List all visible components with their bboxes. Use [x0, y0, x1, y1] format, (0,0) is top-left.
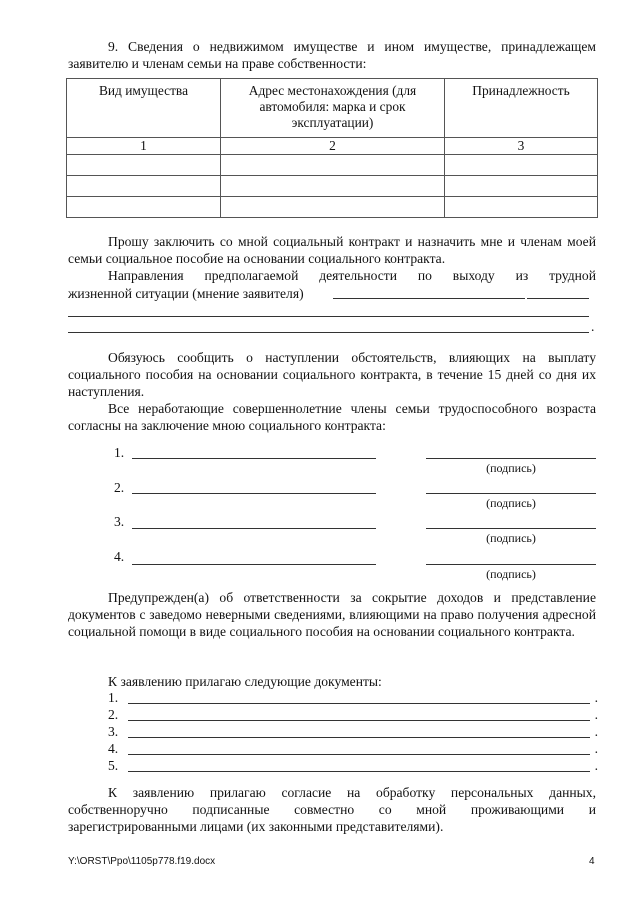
opinion-blank-line[interactable]	[68, 316, 589, 317]
line-end-dot: .	[594, 741, 598, 756]
line-end-dot: .	[594, 690, 598, 705]
attachment-number: 2.	[108, 707, 119, 722]
attachments-intro: К заявлению прилагаю следующие документы:	[108, 674, 382, 689]
table-header-row	[67, 79, 598, 138]
family-member-name-field[interactable]	[132, 564, 376, 565]
personal-data-consent-paragraph: К заявлению прилагаю согласие на обработку персональных данных, собственноручно подписанные совместно со мной проживающими и зарегистрированными лицами (их законными представителями).	[68, 785, 596, 834]
column-number: 3	[445, 138, 598, 155]
footer-file-path: Y:\ORST\Ppo\1105p778.f19.docx	[68, 856, 216, 867]
opinion-field[interactable]	[333, 298, 525, 299]
property-table	[66, 78, 598, 218]
attachment-row[interactable]	[108, 707, 598, 724]
table-row	[67, 155, 598, 176]
attachment-field[interactable]	[128, 754, 590, 755]
column-number: 2	[221, 138, 445, 155]
opinion-blank-line[interactable]	[68, 332, 589, 333]
table-cell[interactable]	[221, 176, 445, 197]
family-member-name-field[interactable]	[132, 528, 376, 529]
line-end-dot: .	[594, 758, 598, 773]
column-header: Принадлежность	[445, 79, 598, 138]
family-member-name-field[interactable]	[132, 458, 376, 459]
signature-number: 3.	[114, 514, 125, 529]
signature-field[interactable]	[426, 458, 596, 459]
line-end-dot: .	[594, 724, 598, 739]
column-number: 1	[67, 138, 221, 155]
attachment-field[interactable]	[128, 703, 590, 704]
column-header: Вид имущества	[67, 79, 221, 138]
contract-request-paragraph: Прошу заключить со мной социальный контракт и назначить мне и членам моей семьи социальное пособие на основании социального контракта.	[68, 234, 596, 266]
table-row	[67, 197, 598, 218]
attachment-number: 5.	[108, 758, 119, 773]
attachment-number: 3.	[108, 724, 119, 739]
line-end-dot: .	[594, 707, 598, 722]
table-cell[interactable]	[221, 155, 445, 176]
table-cell[interactable]	[445, 176, 598, 197]
section-9-heading: 9. Сведения о недвижимом имуществе и ином имуществе, принадлежащем заявителю и членам семьи на праве собственности:	[68, 39, 596, 71]
applicant-opinion-label: жизненной ситуации (мнение заявителя)	[68, 286, 304, 301]
signature-caption: (подпись)	[486, 496, 536, 510]
signature-number: 1.	[114, 445, 125, 460]
activity-directions-line: Направления предполагаемой деятельности по выходу из трудной	[108, 268, 596, 283]
attachment-row[interactable]	[108, 724, 598, 741]
opinion-field-continuation[interactable]	[527, 298, 589, 299]
table-cell[interactable]	[67, 176, 221, 197]
table-cell[interactable]	[221, 197, 445, 218]
table-cell[interactable]	[67, 197, 221, 218]
attachment-field[interactable]	[128, 771, 590, 772]
family-consent-paragraph: Все неработающие совершеннолетние члены семьи трудоспособного возраста согласны на заключение мною социального контракта:	[68, 401, 596, 433]
attachment-row[interactable]	[108, 741, 598, 758]
signature-caption: (подпись)	[486, 531, 536, 545]
line-end-dot: .	[591, 319, 595, 334]
table-cell[interactable]	[445, 155, 598, 176]
table-row	[67, 176, 598, 197]
signature-field[interactable]	[426, 493, 596, 494]
attachment-field[interactable]	[128, 720, 590, 721]
attachment-number: 4.	[108, 741, 119, 756]
signature-number: 4.	[114, 549, 125, 564]
attachment-number: 1.	[108, 690, 119, 705]
signature-field[interactable]	[426, 564, 596, 565]
family-member-name-field[interactable]	[132, 493, 376, 494]
signature-caption: (подпись)	[486, 567, 536, 581]
signature-number: 2.	[114, 480, 125, 495]
column-header: Адрес местонахождения (для автомобиля: марка и срок эксплуатации)	[221, 79, 445, 138]
obligation-paragraph: Обязуюсь сообщить о наступлении обстоятельств, влияющих на выплату социального пособия на основании социального контракта, в течение 15 дней со дня их наступления.	[68, 350, 596, 399]
table-number-row	[67, 138, 598, 155]
attachment-row[interactable]	[108, 690, 598, 707]
table-cell[interactable]	[67, 155, 221, 176]
page-number: 4	[589, 856, 595, 867]
signature-caption: (подпись)	[486, 461, 536, 475]
signature-field[interactable]	[426, 528, 596, 529]
table-cell[interactable]	[445, 197, 598, 218]
liability-warning-paragraph: Предупрежден(а) об ответственности за сокрытие доходов и представление документов с заведомо неверными сведениями, влияющими на право получения адресной социальной помощи в виде социального пособия на основании социального контракта.	[68, 590, 596, 639]
attachment-row[interactable]	[108, 758, 598, 775]
attachment-field[interactable]	[128, 737, 590, 738]
